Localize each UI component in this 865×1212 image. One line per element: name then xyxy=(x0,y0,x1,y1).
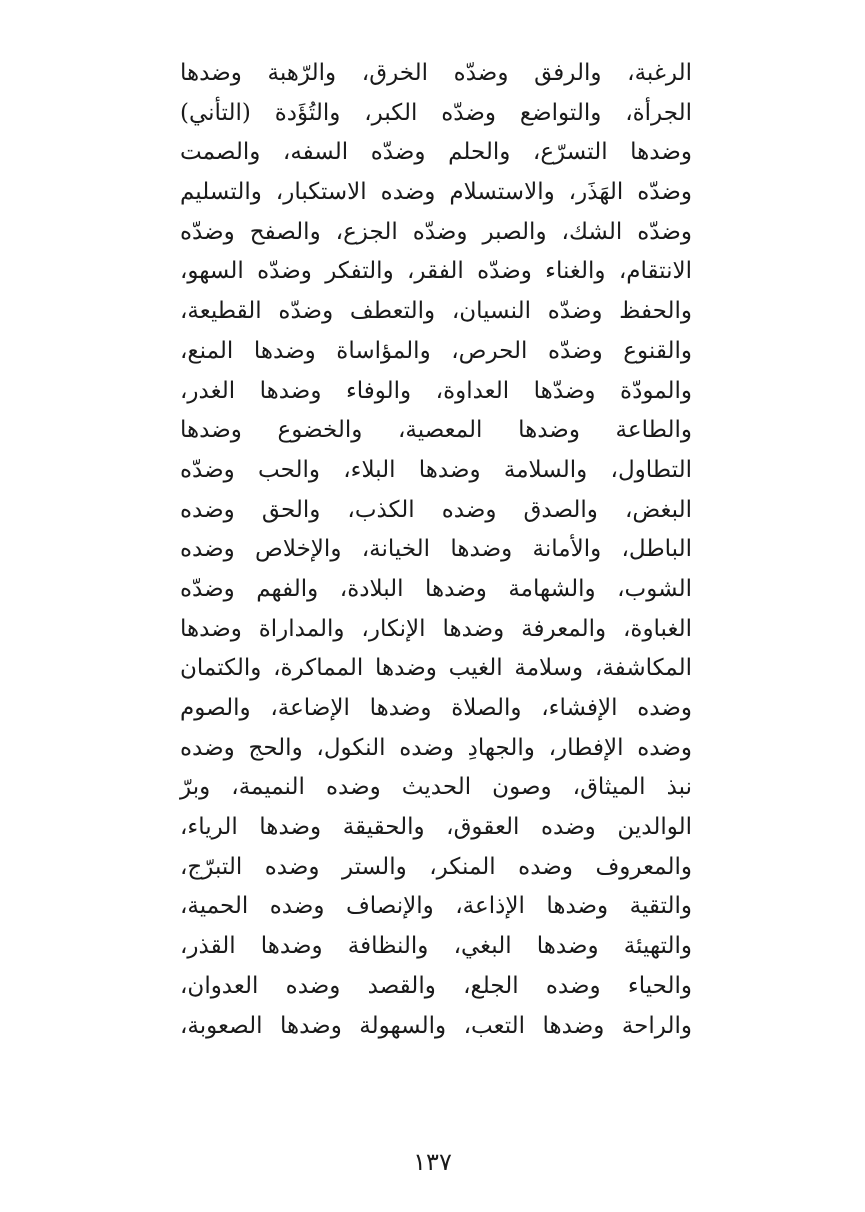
text-line-2: الجرأة، والتواضع وضدّه الكبر، والتُؤَدة (التأني) xyxy=(180,99,692,126)
text-line-17: وضده الإفشاء، والصلاة وضدها الإضاعة، والصوم xyxy=(180,695,692,721)
text-line-25: والراحة وضدها التعب، والسهولة وضدها الصعوبة، xyxy=(180,1012,692,1039)
text-line-19: نبذ الميثاق، وصون الحديث وضده النميمة، وبرّ xyxy=(180,774,692,801)
text-line-7: والحفظ وضدّه النسيان، والتعطف وضدّه القطيعة، xyxy=(180,298,692,325)
text-line-4: وضدّه الهَذَر، والاستسلام وضده الاستكبار، والتسليم xyxy=(180,179,692,206)
text-line-14: الشوب، والشهامة وضدها البلادة، والفهم وضدّه xyxy=(180,575,692,602)
text-line-12: البغض، والصدق وضده الكذب، والحق وضده xyxy=(180,496,692,523)
text-line-6: الانتقام، والغناء وضدّه الفقر، والتفكر وضدّه السهو، xyxy=(180,258,692,285)
text-line-22: والتقية وضدها الإذاعة، والإنصاف وضده الحمية، xyxy=(180,893,692,920)
page-body xyxy=(180,54,692,1046)
text-line-13: الباطل، والأمانة وضدها الخيانة، والإخلاص وضده xyxy=(180,536,692,563)
text-line-8: والقنوع وضدّه الحرص، والمؤاساة وضدها المنع، xyxy=(180,337,692,364)
text-line-3: وضدها التسرّع، والحلم وضدّه السفه، والصمت xyxy=(180,139,692,166)
text-line-11: التطاول، والسلامة وضدها البلاء، والحب وضدّه xyxy=(180,456,692,483)
text-line-23: والتهيئة وضدها البغي، والنظافة وضدها القذر، xyxy=(180,933,692,960)
text-line-5: وضدّه الشك، والصبر وضدّه الجزع، والصفح وضدّه xyxy=(180,218,692,245)
text-line-15: الغباوة، والمعرفة وضدها الإنكار، والمداراة وضدها xyxy=(180,615,692,642)
text-line-10: والطاعة وضدها المعصية، والخضوع وضدها xyxy=(180,417,692,444)
text-line-16: المكاشفة، وسلامة الغيب وضدها المماكرة، والكتمان xyxy=(180,655,692,682)
text-line-21: والمعروف وضده المنكر، والستر وضده التبرّج، xyxy=(180,853,692,880)
text-line-20: الوالدين وضده العقوق، والحقيقة وضدها الرياء، xyxy=(180,814,692,841)
page-number: ١٣٧ xyxy=(413,1148,452,1176)
text-line-9: والمودّة وضدّها العداوة، والوفاء وضدها الغدر، xyxy=(180,377,692,404)
text-line-1: الرغبة، والرفق وضدّه الخرق، والرّهبة وضدها xyxy=(180,60,692,86)
text-line-18: وضده الإفطار، والجهادِ وضده النكول، والحج وضده xyxy=(180,734,692,761)
text-line-24: والحياء وضده الجلع، والقصد وضده العدوان، xyxy=(180,972,692,999)
